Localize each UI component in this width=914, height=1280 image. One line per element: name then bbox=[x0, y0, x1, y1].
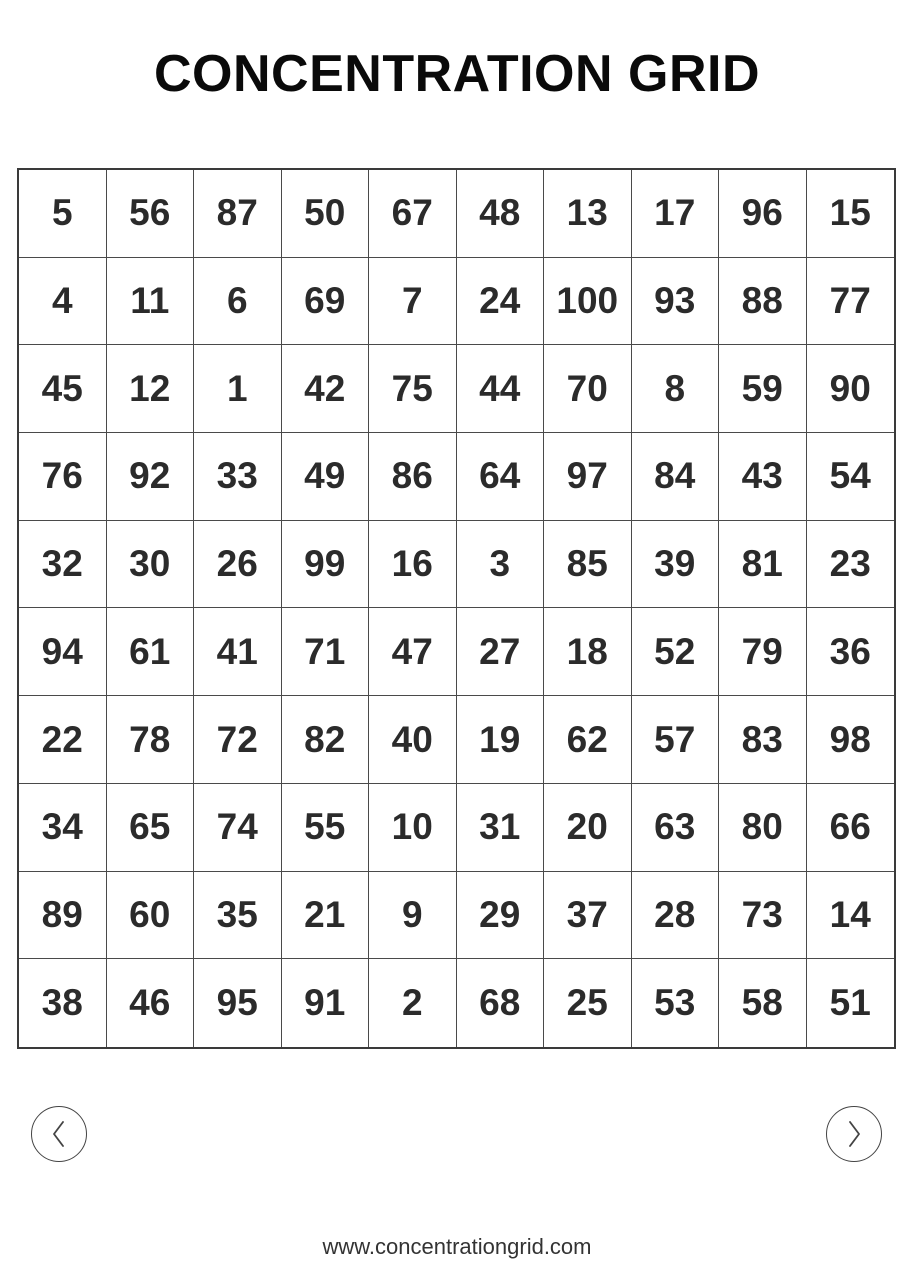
grid-cell[interactable]: 85 bbox=[544, 521, 632, 609]
grid-cell[interactable]: 90 bbox=[807, 345, 895, 433]
grid-cell[interactable]: 28 bbox=[632, 872, 720, 960]
grid-cell[interactable]: 32 bbox=[19, 521, 107, 609]
grid-cell[interactable]: 52 bbox=[632, 608, 720, 696]
site-url[interactable]: www.concentrationgrid.com bbox=[322, 1234, 592, 1259]
grid-cell[interactable]: 60 bbox=[107, 872, 195, 960]
grid-cell[interactable]: 9 bbox=[369, 872, 457, 960]
grid-cell[interactable]: 87 bbox=[194, 170, 282, 258]
grid-cell[interactable]: 6 bbox=[194, 258, 282, 346]
grid-cell[interactable]: 69 bbox=[282, 258, 370, 346]
grid-cell[interactable]: 94 bbox=[19, 608, 107, 696]
grid-cell[interactable]: 83 bbox=[719, 696, 807, 784]
grid-cell[interactable]: 40 bbox=[369, 696, 457, 784]
grid-cell[interactable]: 23 bbox=[807, 521, 895, 609]
grid-cell[interactable]: 20 bbox=[544, 784, 632, 872]
grid-cell[interactable]: 16 bbox=[369, 521, 457, 609]
grid-cell[interactable]: 95 bbox=[194, 959, 282, 1047]
grid-cell[interactable]: 53 bbox=[632, 959, 720, 1047]
grid-cell[interactable]: 75 bbox=[369, 345, 457, 433]
grid-cell[interactable]: 99 bbox=[282, 521, 370, 609]
grid-cell[interactable]: 39 bbox=[632, 521, 720, 609]
grid-cell[interactable]: 31 bbox=[457, 784, 545, 872]
grid-cell[interactable]: 66 bbox=[807, 784, 895, 872]
grid-cell[interactable]: 1 bbox=[194, 345, 282, 433]
chevron-right-icon bbox=[844, 1118, 864, 1150]
grid-cell[interactable]: 49 bbox=[282, 433, 370, 521]
grid-cell[interactable]: 13 bbox=[544, 170, 632, 258]
grid-cell[interactable]: 47 bbox=[369, 608, 457, 696]
grid-cell[interactable]: 72 bbox=[194, 696, 282, 784]
grid-cell[interactable]: 41 bbox=[194, 608, 282, 696]
grid-cell[interactable]: 68 bbox=[457, 959, 545, 1047]
grid-cell[interactable]: 84 bbox=[632, 433, 720, 521]
grid-cell[interactable]: 89 bbox=[19, 872, 107, 960]
grid-cell[interactable]: 97 bbox=[544, 433, 632, 521]
grid-cell[interactable]: 43 bbox=[719, 433, 807, 521]
grid-cell[interactable]: 12 bbox=[107, 345, 195, 433]
grid-cell[interactable]: 61 bbox=[107, 608, 195, 696]
grid-cell[interactable]: 56 bbox=[107, 170, 195, 258]
grid-cell[interactable]: 88 bbox=[719, 258, 807, 346]
grid-cell[interactable]: 65 bbox=[107, 784, 195, 872]
grid-cell[interactable]: 10 bbox=[369, 784, 457, 872]
grid-cell[interactable]: 54 bbox=[807, 433, 895, 521]
grid-cell[interactable]: 62 bbox=[544, 696, 632, 784]
grid-cell[interactable]: 86 bbox=[369, 433, 457, 521]
grid-cell[interactable]: 19 bbox=[457, 696, 545, 784]
grid-cell[interactable]: 3 bbox=[457, 521, 545, 609]
grid-cell[interactable]: 78 bbox=[107, 696, 195, 784]
grid-cell[interactable]: 98 bbox=[807, 696, 895, 784]
grid-cell[interactable]: 25 bbox=[544, 959, 632, 1047]
grid-cell[interactable]: 29 bbox=[457, 872, 545, 960]
grid-cell[interactable]: 55 bbox=[282, 784, 370, 872]
grid-cell[interactable]: 11 bbox=[107, 258, 195, 346]
grid-cell[interactable]: 21 bbox=[282, 872, 370, 960]
grid-cell[interactable]: 80 bbox=[719, 784, 807, 872]
grid-cell[interactable]: 82 bbox=[282, 696, 370, 784]
grid-cell[interactable]: 14 bbox=[807, 872, 895, 960]
grid-cell[interactable]: 44 bbox=[457, 345, 545, 433]
grid-cell[interactable]: 2 bbox=[369, 959, 457, 1047]
grid-cell[interactable]: 91 bbox=[282, 959, 370, 1047]
previous-button[interactable] bbox=[31, 1106, 87, 1162]
grid-cell[interactable]: 30 bbox=[107, 521, 195, 609]
grid-cell[interactable]: 51 bbox=[829, 982, 871, 1024]
grid-cell[interactable]: 18 bbox=[544, 608, 632, 696]
page-title: CONCENTRATION GRID bbox=[153, 45, 760, 103]
grid-cell[interactable]: 73 bbox=[719, 872, 807, 960]
grid-cell[interactable]: 59 bbox=[719, 345, 807, 433]
grid-cell[interactable]: 27 bbox=[457, 608, 545, 696]
grid-body bbox=[19, 170, 894, 1047]
grid-cell[interactable]: 42 bbox=[282, 345, 370, 433]
grid-cell[interactable]: 48 bbox=[457, 170, 545, 258]
grid-cell[interactable]: 37 bbox=[544, 872, 632, 960]
grid-cell[interactable]: 35 bbox=[194, 872, 282, 960]
grid-cell[interactable]: 34 bbox=[19, 784, 107, 872]
grid-cell[interactable]: 67 bbox=[369, 170, 457, 258]
grid-cell[interactable]: 24 bbox=[457, 258, 545, 346]
grid-cell[interactable]: 5 bbox=[19, 170, 107, 258]
grid-cell[interactable]: 8 bbox=[632, 345, 720, 433]
grid-cell[interactable]: 36 bbox=[807, 608, 895, 696]
grid-cell[interactable]: 57 bbox=[632, 696, 720, 784]
grid-cell[interactable]: 63 bbox=[632, 784, 720, 872]
grid-cell[interactable]: 100 bbox=[544, 258, 632, 346]
next-button[interactable] bbox=[826, 1106, 882, 1162]
grid-cell[interactable]: 4 bbox=[19, 258, 107, 346]
grid-cell[interactable]: 15 bbox=[807, 170, 895, 258]
grid-cell[interactable]: 33 bbox=[194, 433, 282, 521]
number-grid bbox=[17, 168, 896, 1049]
grid-cell[interactable]: 76 bbox=[19, 433, 107, 521]
grid-cell[interactable]: 92 bbox=[107, 433, 195, 521]
grid-cell[interactable]: 46 bbox=[107, 959, 195, 1047]
grid-cell[interactable]: 26 bbox=[194, 521, 282, 609]
chevron-left-icon bbox=[49, 1118, 69, 1150]
grid-cell[interactable]: 96 bbox=[719, 170, 807, 258]
grid-cell[interactable]: 74 bbox=[194, 784, 282, 872]
grid-cell[interactable]: 64 bbox=[457, 433, 545, 521]
grid-cell[interactable]: 70 bbox=[544, 345, 632, 433]
grid-cell[interactable]: 38 bbox=[19, 959, 107, 1047]
grid-cell[interactable]: 50 bbox=[282, 170, 370, 258]
grid-cell[interactable]: 58 bbox=[719, 959, 807, 1047]
grid-cell[interactable]: 7 bbox=[369, 258, 457, 346]
grid-cell[interactable]: 81 bbox=[719, 521, 807, 609]
grid-cell[interactable]: 93 bbox=[632, 258, 720, 346]
grid-cell[interactable]: 77 bbox=[807, 258, 895, 346]
grid-cell[interactable]: 45 bbox=[19, 345, 107, 433]
grid-cell[interactable]: 71 bbox=[282, 608, 370, 696]
grid-cell[interactable]: 17 bbox=[632, 170, 720, 258]
grid-cell[interactable]: 79 bbox=[719, 608, 807, 696]
grid-cell[interactable]: 22 bbox=[19, 696, 107, 784]
